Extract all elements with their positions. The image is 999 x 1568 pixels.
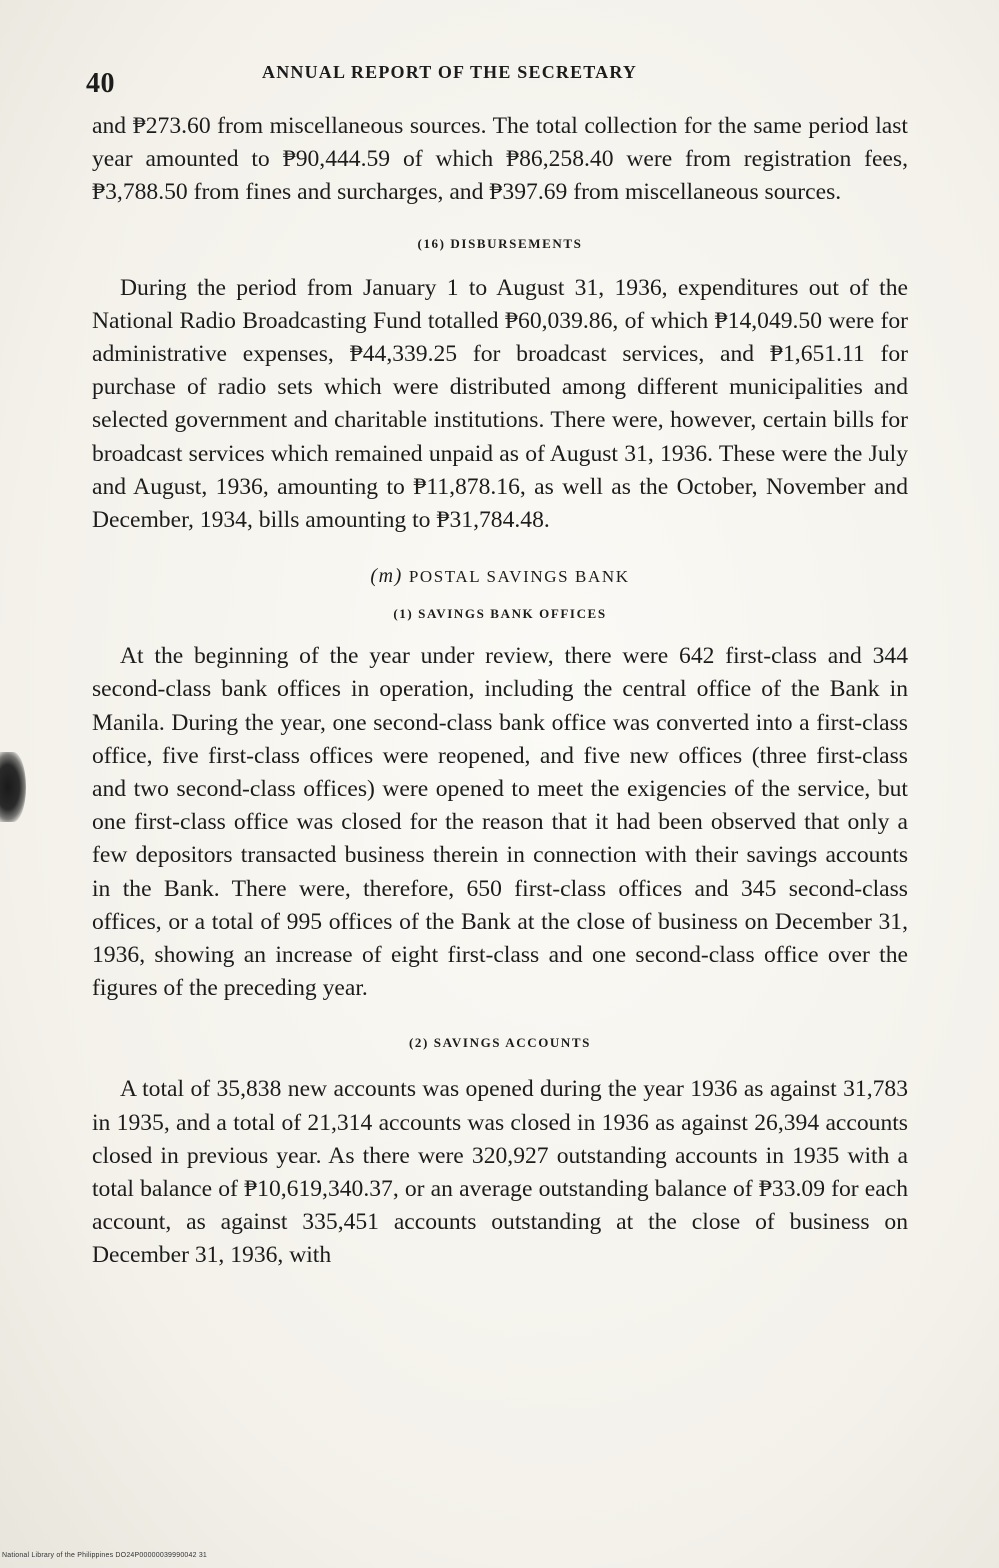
page-body [92,110,908,1273]
paragraph-savings-accounts: A total of 35,838 new accounts was opened during the year 1936 as against 31,783 in 1935, and a total of 21,314 accounts was closed in 1936 as against 26,394 accounts closed in previous year. As there were 320,927 outstanding accounts in 1935 with a total balance of ₱10,619,340.37, or an average outstanding balance of ₱33.09 for each account, as against 335,451 accounts outstanding at the close of business on December 31, 1936, with [92,1076,908,1269]
heading-disbursements: (16) DISBURSEMENTS [417,235,583,251]
scan-footer: National Library of the Philippines DO24P00000039990042 31 [2,1552,208,1559]
page-number: 40 [86,68,115,99]
heading-savings-accounts: (2) SAVINGS ACCOUNTS [408,1035,591,1051]
paragraph-collections-continued: and ₱273.60 from miscellaneous sources. The total collection for the same period last year amounted to ₱90,444.59 of which ₱86,258.40 were from registration fees, ₱3,788.50 from fines and surcharges, and ₱397.69 from miscellaneous sources. [92,113,908,206]
paragraph-disbursements: During the period from January 1 to August 31, 1936, expenditures out of the National Radio Broadcasting Fund totalled ₱60,039.86, of which ₱14,049.50 were for administrative expenses, ₱44,339.25 for broadcast services, and ₱1,651.11 for purchase of radio sets which were distributed among different municipalities and selected government and charitable institutions. There were, however, certain bills for broadcast services which remained unpaid as of August 31, 1936. These were the July and August, 1936, amounting to ₱11,878.16, as well as the October, November and December, 1934, bills amounting to ₱31,784.48. [92,274,908,534]
heading-savings-bank-offices: (1) SAVINGS BANK OFFICES [393,606,607,622]
paragraph-savings-bank-offices: At the beginning of the year under review, there were 642 first-class and 344 second-class bank offices in operation, including the central office of the Bank in Manila. During the year, one second-class bank office was converted into a first-class office, five first-class offices were reopened, and five new offices (three first-class and two second-class offices) were opened to meet the exigencies of the service, but one first-class office was closed for the reason that it had been observed that only a few depositors transacted business therein in connection with their savings accounts in the Bank. There were, therefore, 650 first-class offices and 345 second-class offices, or a total of 995 offices of the Bank at the close of business on December 31, 1936, showing an increase of eight first-class and one second-class office over the figures of the preceding year. [92,643,908,1002]
heading-postal-savings-bank [92,565,908,588]
running-head: ANNUAL REPORT OF THE SECRETARY [262,62,638,82]
heading-postal-title: POSTAL SAVINGS BANK [408,567,630,587]
margin-ink-blot [0,752,26,822]
page-header [86,62,916,102]
heading-postal-letter: (m) [370,565,403,588]
